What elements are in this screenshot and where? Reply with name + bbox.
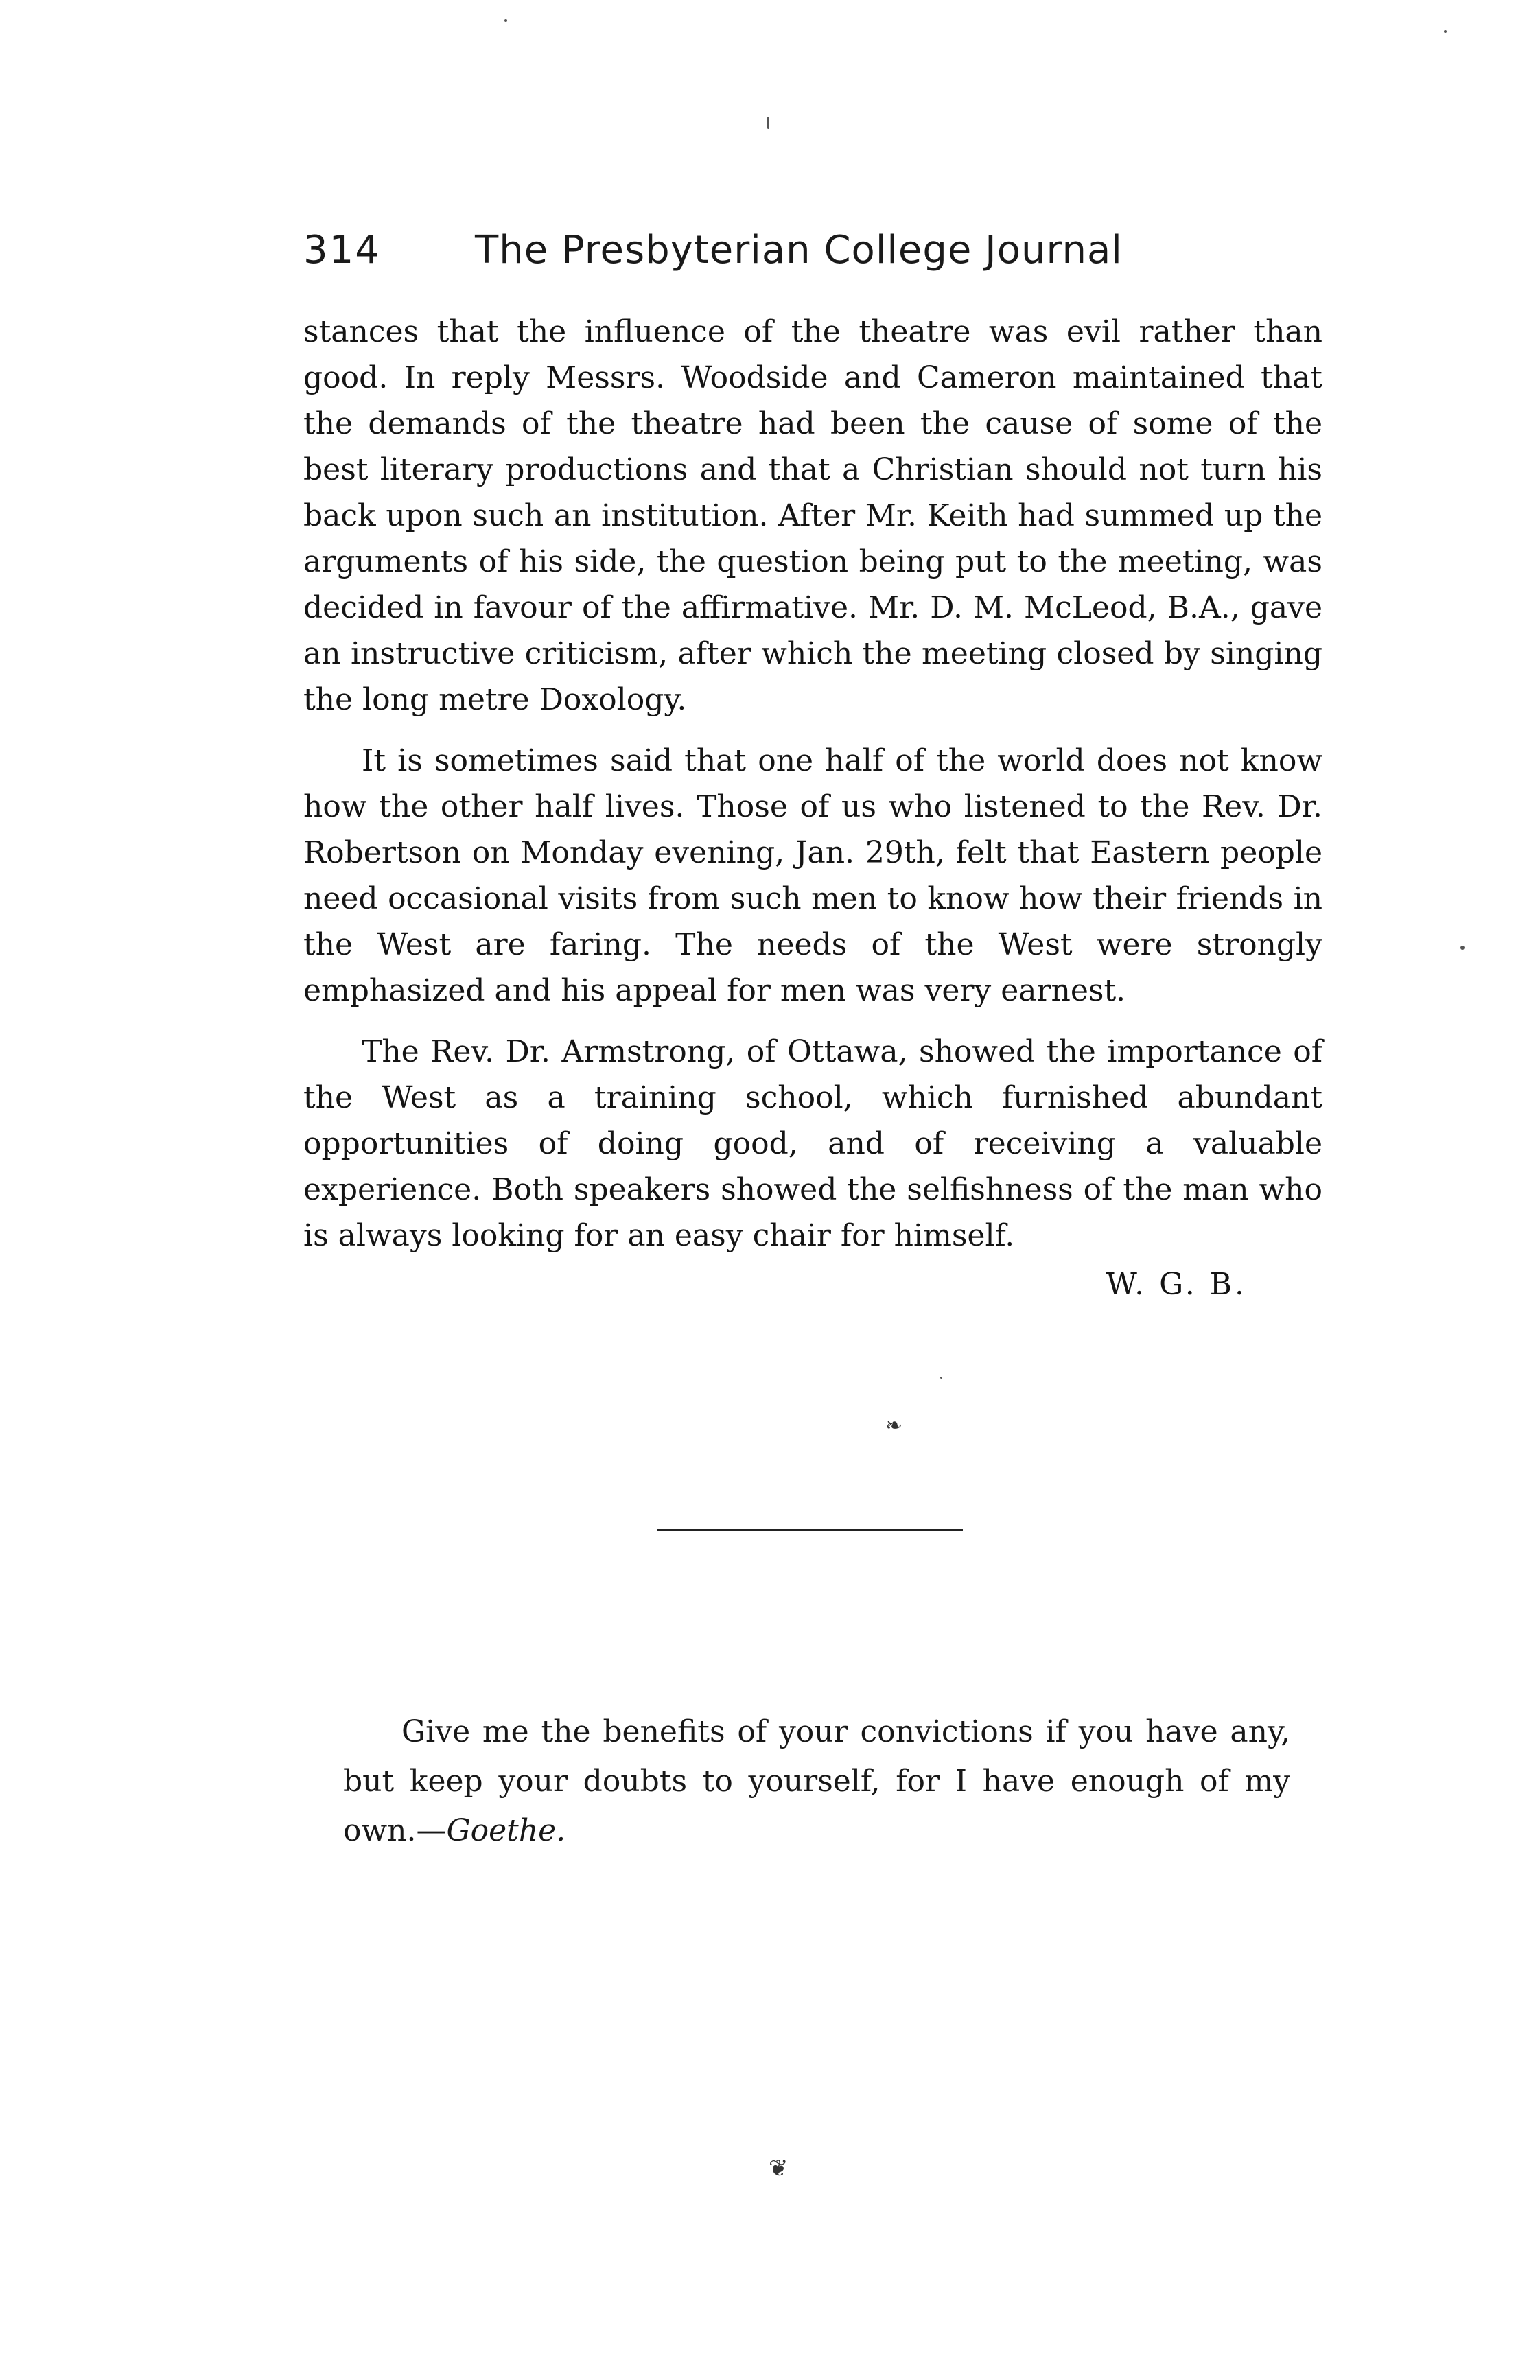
scan-speck [1460,946,1465,950]
goethe-quote [343,1707,1290,1856]
article-body [303,309,1322,1322]
quote-paragraph [343,1707,1290,1856]
scan-speck [940,1377,942,1379]
scan-speck [767,117,769,129]
paragraph-2: It is sometimes said that one half of the world does not know how the other half lives. Those of us who listened to the Rev. Dr. Robertson on Monday evening, Jan. 29th, felt that Eastern people need occasional visits from such men to know how their friends in the West are faring. The needs of the West were strongly emphasized and his appeal for men was very earnest. [303,743,1322,1008]
scan-speck [1444,30,1447,33]
scan-speck [504,19,507,22]
page-header [303,228,1147,290]
ornament-icon: ❦ [769,2155,789,2182]
quote-author: Goethe. [446,1813,566,1848]
author-signature: W. G. B. [1106,1267,1247,1302]
paragraph-1: stances that the influence of the theatre was evil rather than good. In reply Messrs. Woodside and Cameron maintained that the demands of the theatre had been the cause of some of the best literary productions and that a Christian should not turn his back upon such an institution. After Mr. Keith had summed up the arguments of his side, the question being put to the meeting, was decided in favour of the affirmative. Mr. D. M. McLeod, B.A., gave an instructive criticism, after which the meeting closed by singing the long metre Doxology. [303,314,1322,717]
quote-text: Give me the benefits of your convictions if you have any, but keep your doubts to yourself, for I have enough of my own.— [343,1714,1290,1848]
paragraph-3: The Rev. Dr. Armstrong, of Ottawa, showed the importance of the West as a training school, which furnished abundant opportunities of doing good, and of receiving a valuable experience. Both speakers showed the selfishness of the man who is always looking for an easy chair for himself. [303,1034,1322,1253]
journal-title: The Presbyterian College Journal [475,228,1123,272]
page-number: 314 [303,228,381,272]
section-divider [657,1529,963,1531]
printer-mark-icon: ❧ [885,1414,903,1438]
